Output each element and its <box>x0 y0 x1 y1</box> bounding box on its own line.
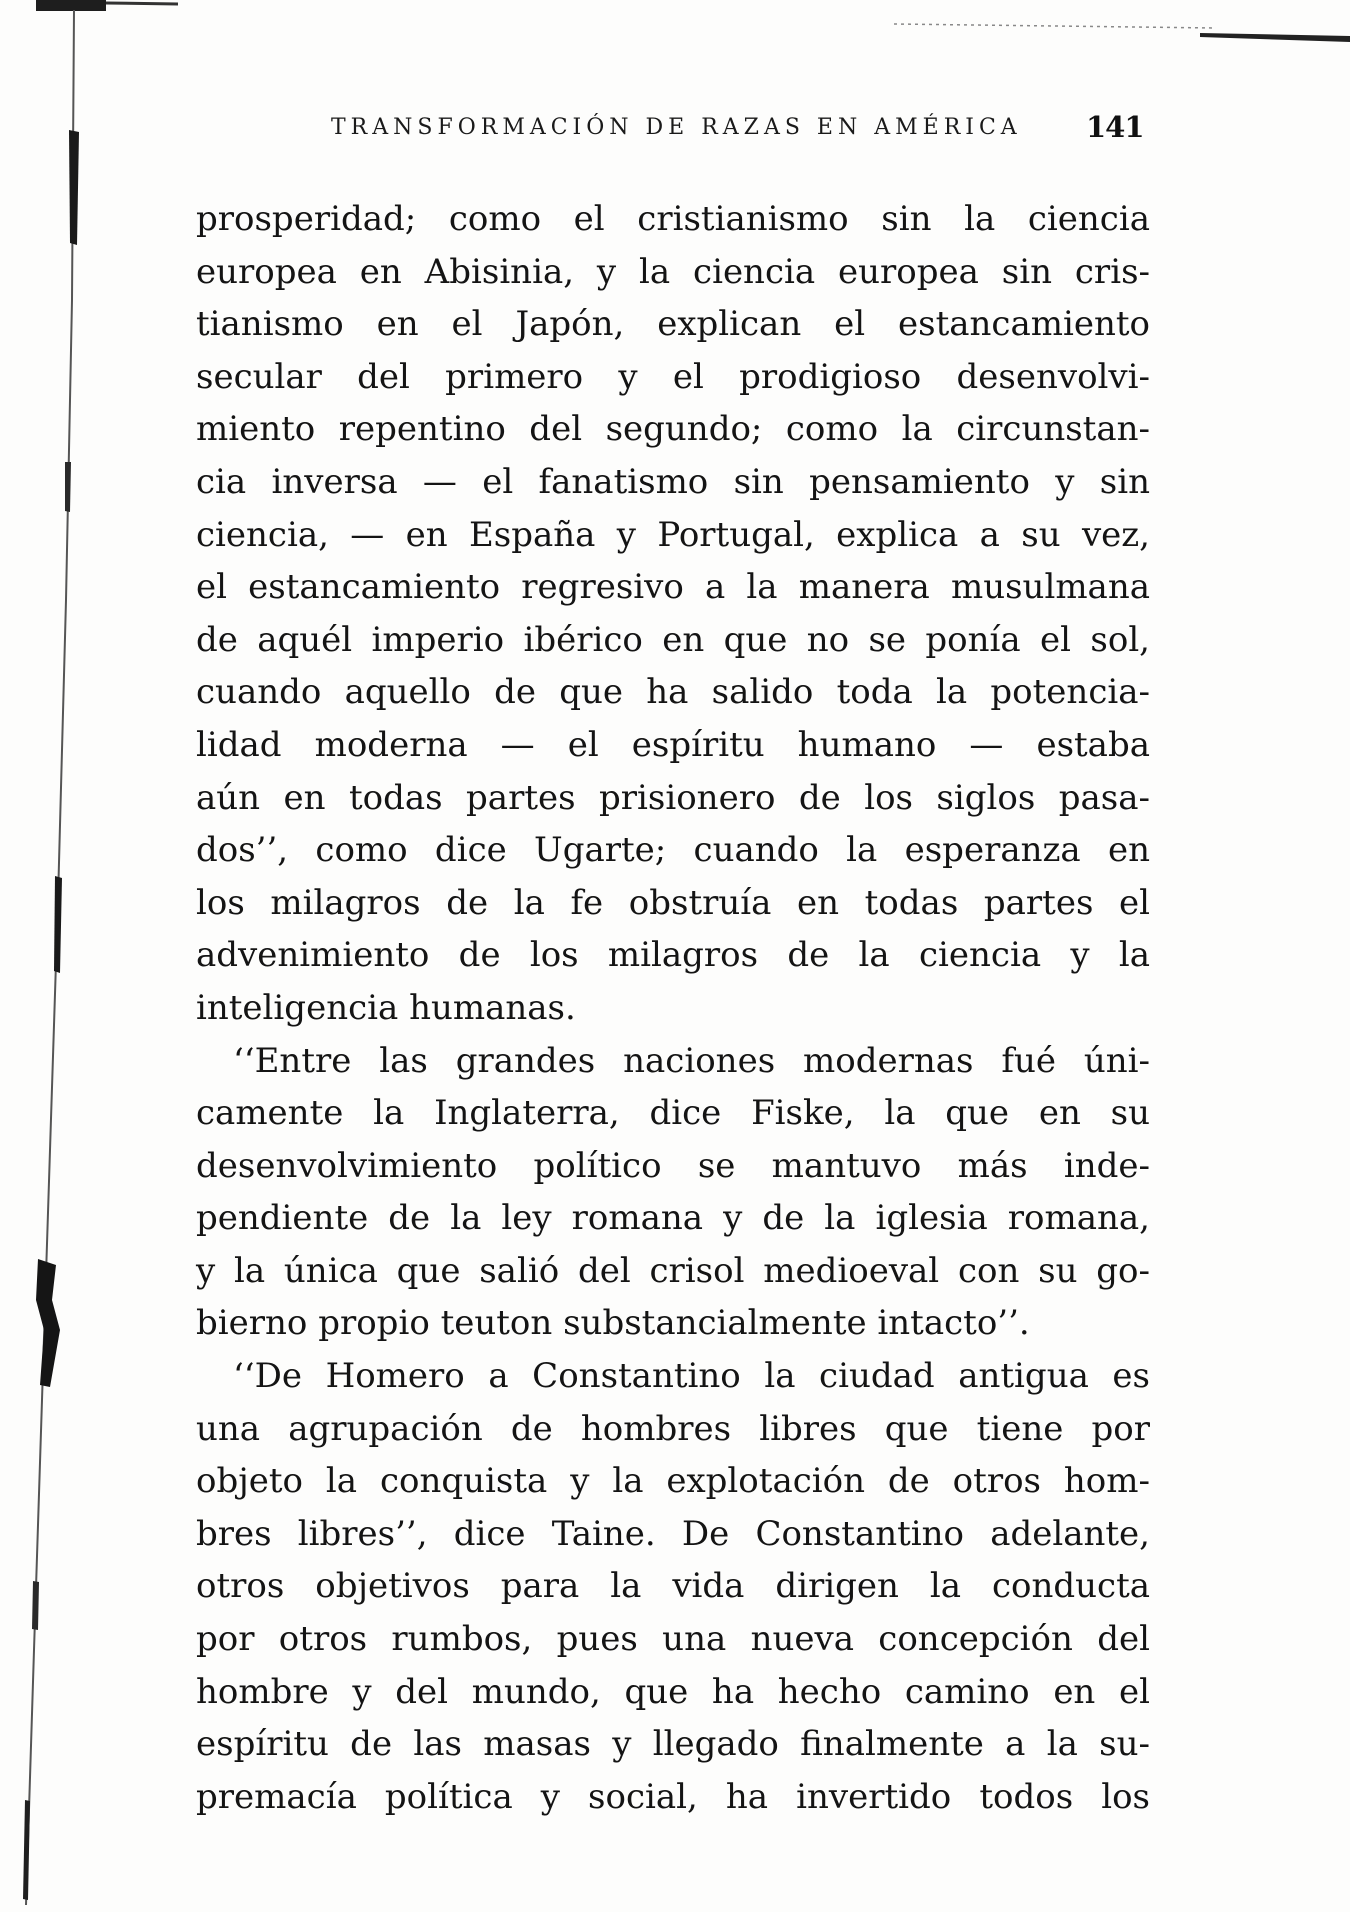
text-line: y la única que salió del crisol medioeval con su go- <box>196 1250 1150 1291</box>
text-line: de aquél imperio ibérico en que no se ponía el sol, <box>196 619 1150 660</box>
text-line: ‘‘Entre las grandes naciones modernas fué úni- <box>233 1040 1150 1081</box>
text-line: pendiente de la ley romana y de la iglesia romana, <box>196 1198 1150 1239</box>
top-left-scan-mark-tail <box>106 3 178 4</box>
text-line: desenvolvimiento político se mantuvo más inde- <box>196 1145 1150 1186</box>
text-line: hombre y del mundo, que ha hecho camino en el <box>196 1671 1150 1712</box>
text-line: ciencia, — en España y Portugal, explica a su vez, <box>196 514 1150 555</box>
top-right-scan-line <box>1200 33 1350 42</box>
binding-shadow-mark <box>69 130 79 245</box>
text-line: dos’’, como dice Ugarte; cuando la esperanza en <box>196 830 1150 871</box>
top-left-scan-mark <box>36 0 106 11</box>
body-text <box>196 193 1150 1823</box>
text-line: bres libres’’, dice Taine. De Constantino adelante, <box>196 1513 1150 1554</box>
text-line: inteligencia humanas. <box>196 987 576 1028</box>
text-line: el estancamiento regresivo a la manera musulmana <box>196 567 1150 608</box>
binding-shadow-mark <box>23 1800 30 1900</box>
text-line: miento repentino del segundo; como la circunstan- <box>196 409 1150 450</box>
text-line: bierno propio teuton substancialmente intacto’’. <box>196 1303 1030 1344</box>
text-line: lidad moderna — el espíritu humano — estaba <box>196 724 1150 765</box>
paragraph <box>196 193 1150 1035</box>
text-line: premacía política y social, ha invertido todos los <box>196 1776 1150 1817</box>
text-line: tianismo en el Japón, explican el estancamiento <box>196 304 1150 345</box>
text-line: los milagros de la fe obstruía en todas partes el <box>196 882 1150 923</box>
binding-shadow-mark <box>65 462 71 512</box>
binding-shadow-mark <box>36 1259 60 1387</box>
text-line: objeto la conquista y la explotación de otros hom- <box>196 1461 1150 1502</box>
text-line: europea en Abisinia, y la ciencia europea sin cris- <box>196 251 1150 292</box>
binding-shadow-mark <box>32 1581 39 1630</box>
text-line: secular del primero y el prodigioso desenvolvi- <box>196 356 1150 397</box>
paragraph <box>196 1350 1150 1823</box>
top-right-scan-line-dotted <box>894 24 1216 28</box>
text-line: otros objetivos para la vida dirigen la conducta <box>196 1566 1150 1607</box>
text-line: una agrupación de hombres libres que tiene por <box>196 1408 1150 1449</box>
text-line: camente la Inglaterra, dice Fiske, la que en su <box>196 1093 1150 1134</box>
text-line: ‘‘De Homero a Constantino la ciudad antigua es <box>233 1356 1150 1397</box>
text-line: aún en todas partes prisionero de los siglos pasa- <box>196 777 1150 818</box>
text-line: cuando aquello de que ha salido toda la potencia- <box>196 672 1150 713</box>
binding-shadow-mark <box>54 876 62 973</box>
text-line: por otros rumbos, pues una nueva concepción del <box>196 1619 1150 1660</box>
text-line: advenimiento de los milagros de la ciencia y la <box>196 935 1150 976</box>
page-number: 141 <box>1086 110 1144 144</box>
text-line: prosperidad; como el cristianismo sin la ciencia <box>196 199 1150 239</box>
running-head: TRANSFORMACIÓN DE RAZAS EN AMÉRICA <box>331 115 1022 140</box>
text-line: espíritu de las masas y llegado finalmente a la su- <box>196 1724 1150 1765</box>
paragraph <box>196 1035 1150 1351</box>
text-line: cia inversa — el fanatismo sin pensamiento y sin <box>196 461 1150 502</box>
